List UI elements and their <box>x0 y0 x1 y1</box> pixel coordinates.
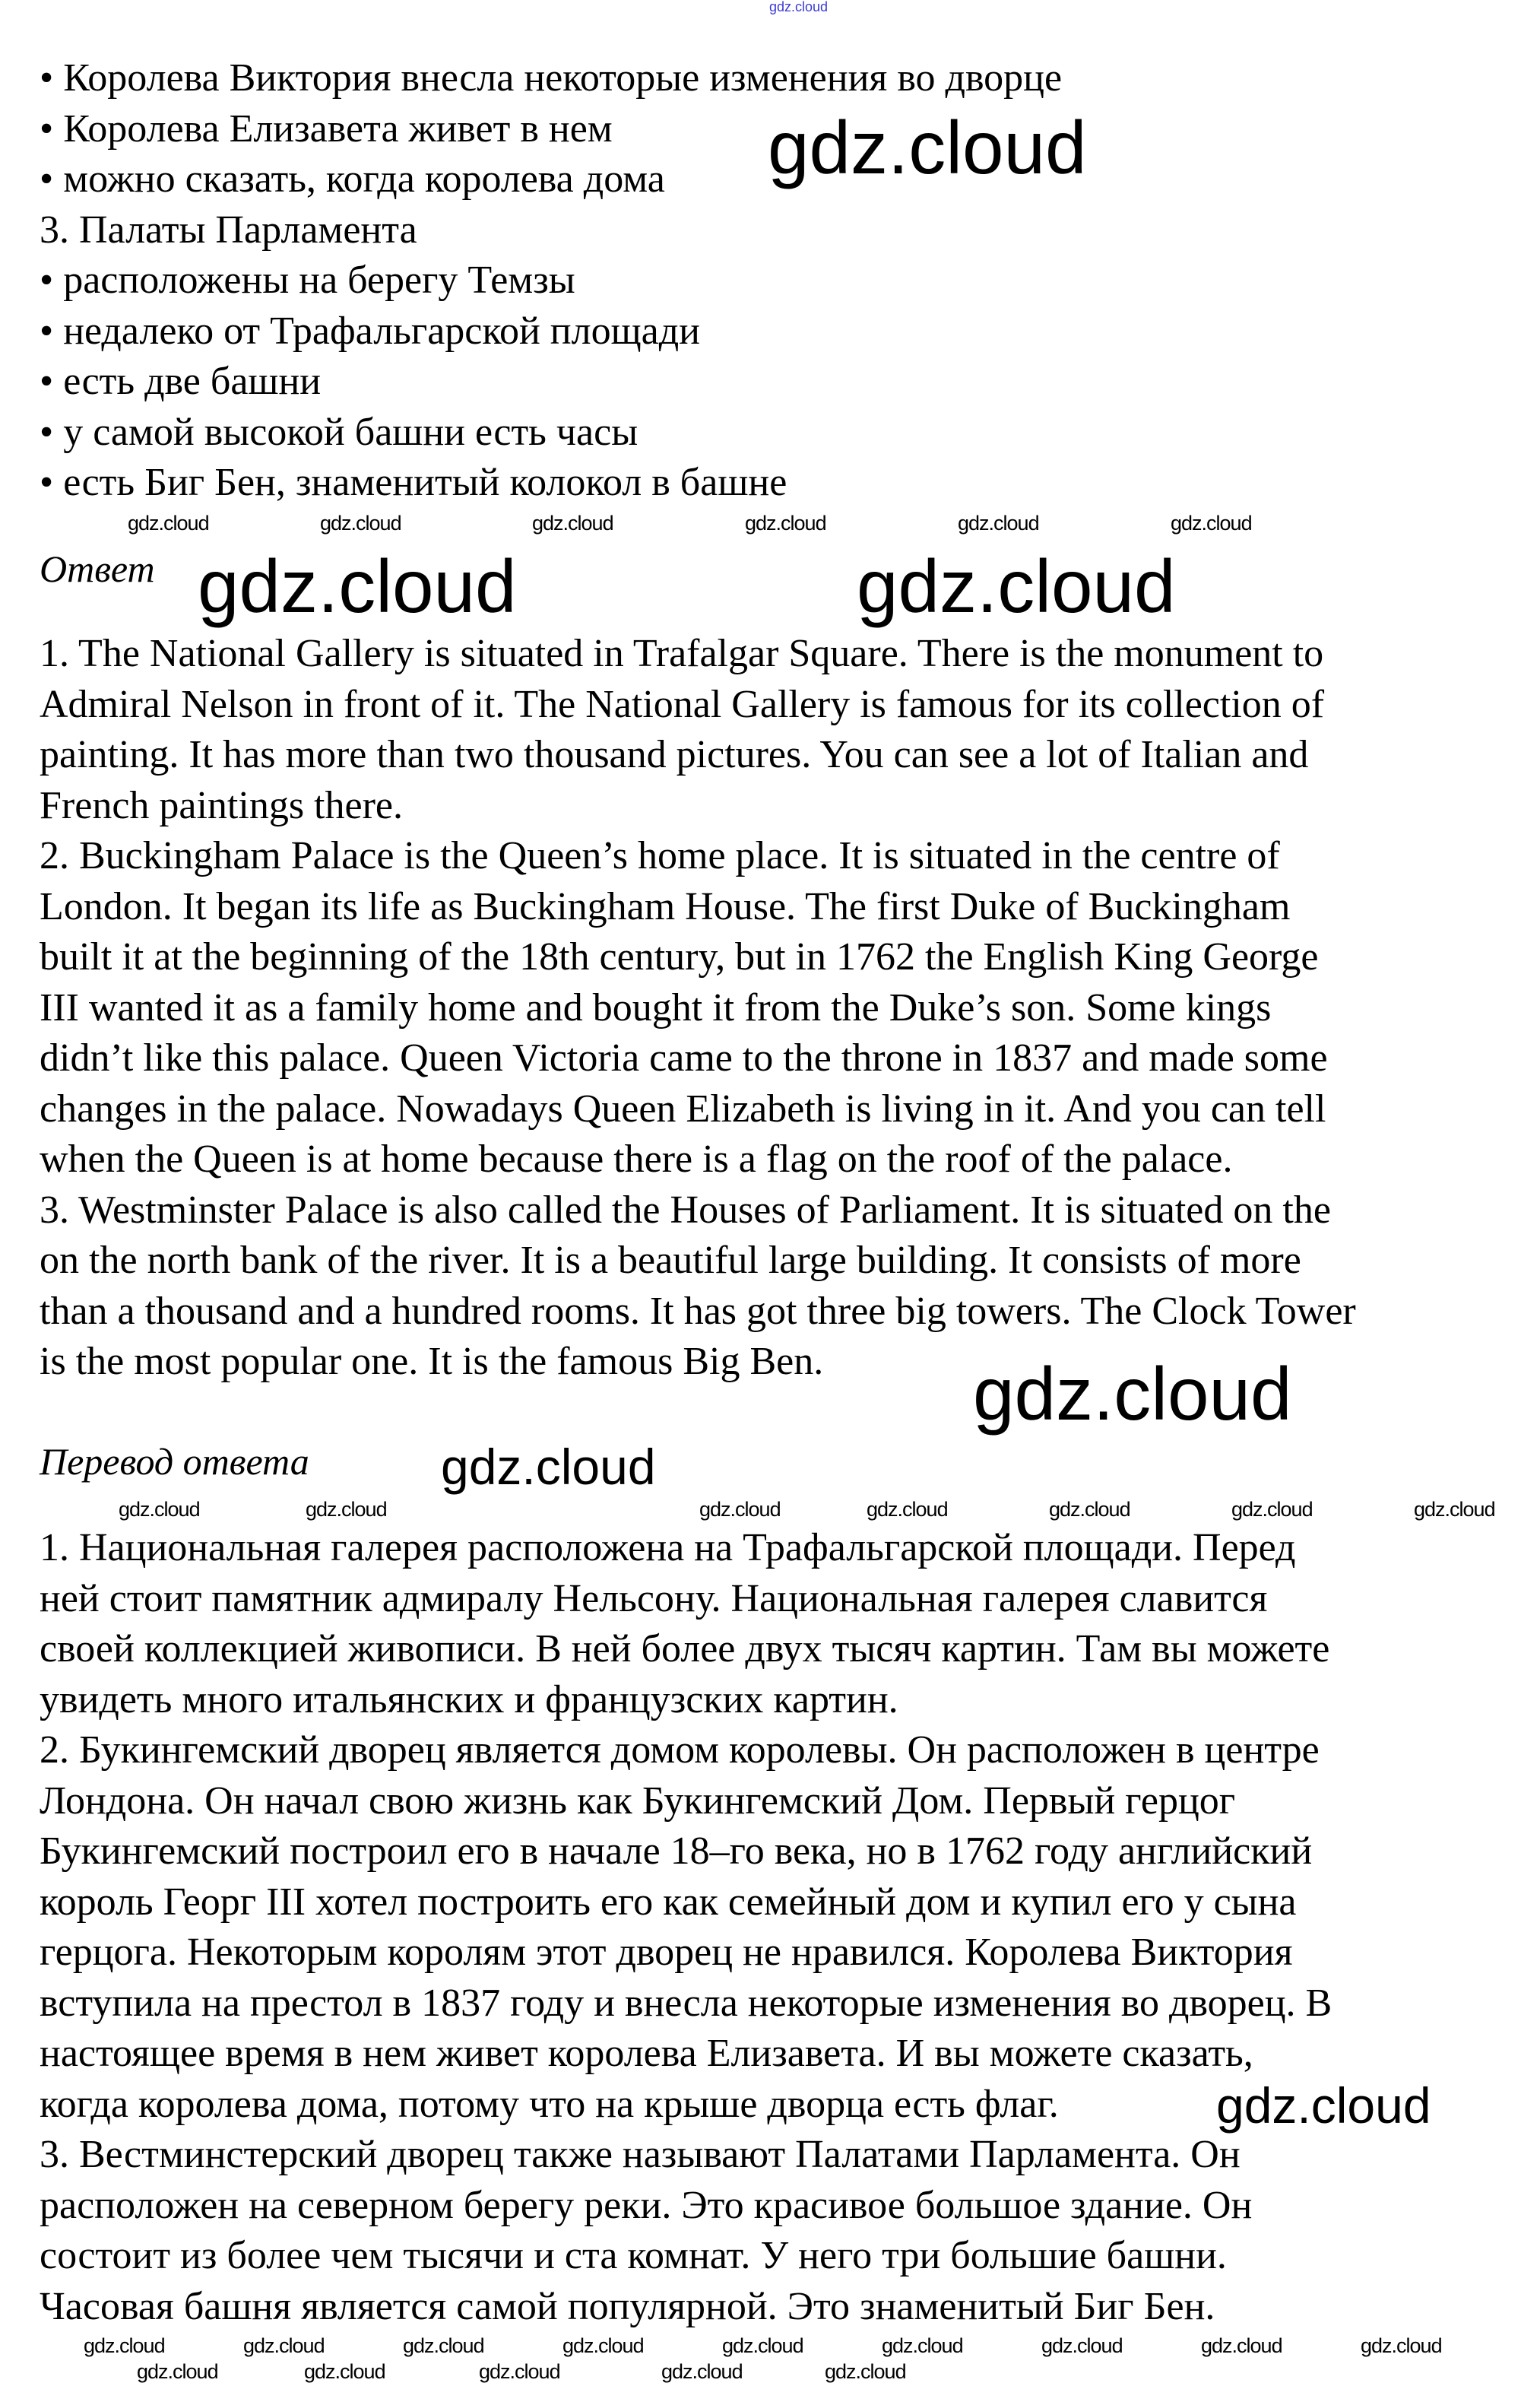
translation-line: Букингемский построил его в начале 18–го века, но в 1762 году английский <box>40 1829 1313 1873</box>
translation-line: увидеть много итальянских и французских картин. <box>40 1677 898 1721</box>
answer-line: 2. Buckingham Palace is the Queen’s home place. It is situated in the centre of <box>40 834 1280 877</box>
translation-line: герцога. Некоторым королям этот дворец не нравился. Королева Виктория <box>40 1931 1293 1974</box>
watermark: gdz.cloud <box>882 2334 963 2357</box>
answer-line: when the Queen is at home because there is a flag on the roof of the palace. <box>40 1137 1233 1181</box>
watermark: gdz.cloud <box>1201 2334 1282 2357</box>
answer-line: Admiral Nelson in front of it. The National Gallery is famous for its collection of <box>40 682 1325 726</box>
answer-line: London. It began its life as Buckingham House. The first Duke of Buckingham <box>40 884 1291 928</box>
bullet-line: • Королева Елизавета живет в нем <box>40 106 613 151</box>
answer-line: III wanted it as a family home and bought it from the Duke’s son. Some kings <box>40 985 1272 1030</box>
answer-line: 3. Westminster Palace is also called the Houses of Parliament. It is situated on the <box>40 1188 1331 1232</box>
watermark: gdz.cloud <box>745 512 826 535</box>
watermark: gdz.cloud <box>198 544 517 628</box>
watermark: gdz.cloud <box>1049 1498 1130 1521</box>
watermark: gdz.cloud <box>243 2334 325 2357</box>
answer-line: changes in the palace. Nowadays Queen Elizabeth is living in it. And you can tell <box>40 1087 1326 1131</box>
answer-heading: Ответ <box>40 547 155 590</box>
bullet-line: • недалеко от Трафальгарской площади <box>40 309 700 353</box>
translation-line: 2. Букингемский дворец является домом королевы. Он расположен в центре <box>40 1728 1320 1772</box>
bullet-line: • есть Биг Бен, знаменитый колокол в башне <box>40 461 787 504</box>
watermark: gdz.cloud <box>1171 512 1252 535</box>
translation-line: король Георг III хотел построить его как семейный дом и купил его у сына <box>40 1880 1297 1924</box>
watermark: gdz.cloud <box>479 2360 560 2383</box>
translation-line: ней стоит памятник адмиралу Нельсону. Национальная галерея славится <box>40 1576 1268 1620</box>
watermark: gdz.cloud <box>699 1498 781 1521</box>
translation-heading: Перевод ответа <box>40 1439 309 1483</box>
answer-line: didn’t like this palace. Queen Victoria came to the throne in 1837 and made some <box>40 1036 1328 1080</box>
translation-line: когда королева дома, потому что на крыше дворца есть флаг. <box>40 2082 1059 2126</box>
bullet-line: • расположены на берегу Темзы <box>40 259 575 302</box>
watermark: gdz.cloud <box>958 512 1039 535</box>
watermark: gdz.cloud <box>128 512 209 535</box>
watermark: gdz.cloud <box>320 512 401 535</box>
watermark: gdz.cloud <box>661 2360 743 2383</box>
translation-line: 1. Национальная галерея расположена на Трафальгарской площади. Перед <box>40 1526 1296 1569</box>
watermark: gdz.cloud <box>867 1498 948 1521</box>
translation-line: состоит из более чем тысячи и ста комнат. У него три большие башни. <box>40 2234 1227 2277</box>
bullet-line: 3. Палаты Парламента <box>40 208 417 252</box>
watermark: gdz.cloud <box>825 2360 906 2383</box>
watermark: gdz.cloud <box>722 2334 803 2357</box>
watermark: gdz.cloud <box>532 512 613 535</box>
watermark: gdz.cloud <box>768 106 1087 189</box>
watermark: gdz.cloud <box>137 2360 218 2383</box>
watermark: gdz.cloud <box>84 2334 165 2357</box>
answer-line: French paintings there. <box>40 783 403 827</box>
translation-line: Лондона. Он начал свою жизнь как Букингемский Дом. Первый герцог <box>40 1778 1236 1823</box>
translation-line: своей коллекцией живописи. В ней более двух тысяч картин. Там вы можете <box>40 1627 1330 1671</box>
translation-line: 3. Вестминстерский дворец также называют Палатами Парламента. Он <box>40 2133 1241 2176</box>
answer-text <box>40 629 1529 1388</box>
document-body <box>40 53 1529 2332</box>
watermark: gdz.cloud <box>306 1498 387 1521</box>
answer-line: painting. It has more than two thousand pictures. You can see a lot of Italian and <box>40 733 1309 776</box>
watermark: gdz.cloud <box>1216 2077 1431 2134</box>
answer-line: on the north bank of the river. It is a beautiful large building. It consists of more <box>40 1239 1301 1282</box>
watermark: gdz.cloud <box>119 1498 200 1521</box>
bullet-line: • можно сказать, когда королева дома <box>40 157 665 201</box>
bullet-line: • Королева Виктория внесла некоторые изменения во дворце <box>40 56 1063 100</box>
translation-line: расположен на северном берегу реки. Это красивое большое здание. Он <box>40 2183 1253 2227</box>
watermark: gdz.cloud <box>1361 2334 1442 2357</box>
watermark: gdz.cloud <box>1231 1498 1313 1521</box>
translation-line: вступила на престол в 1837 году и внесла некоторые изменения во дворец. В <box>40 1981 1332 2025</box>
answer-line: is the most popular one. It is the famous Big Ben. <box>40 1340 824 1383</box>
watermark: gdz.cloud <box>441 1439 656 1495</box>
answer-line: 1. The National Gallery is situated in Trafalgar Square. There is the monument to <box>40 632 1324 675</box>
watermark: gdz.cloud <box>304 2360 385 2383</box>
watermark: gdz.cloud <box>562 2334 644 2357</box>
watermark: gdz.cloud <box>1041 2334 1123 2357</box>
watermark: gdz.cloud <box>769 0 829 14</box>
translation-text <box>40 1523 1529 2332</box>
answer-line: built it at the beginning of the 18th century, but in 1762 the English King George <box>40 935 1319 979</box>
bullet-line: • у самой высокой башни есть часы <box>40 410 638 454</box>
watermark: gdz.cloud <box>1414 1498 1495 1521</box>
watermark: gdz.cloud <box>973 1352 1292 1436</box>
watermark: gdz.cloud <box>403 2334 484 2357</box>
watermark: gdz.cloud <box>857 544 1176 628</box>
translation-line: настоящее время в нем живет королева Елизавета. И вы можете сказать, <box>40 2032 1253 2075</box>
translation-line: Часовая башня является самой популярной. Это знаменитый Биг Бен. <box>40 2284 1215 2328</box>
answer-line: than a thousand and a hundred rooms. It has got three big towers. The Clock Tower <box>40 1289 1356 1333</box>
bullet-line: • есть две башни <box>40 360 322 403</box>
